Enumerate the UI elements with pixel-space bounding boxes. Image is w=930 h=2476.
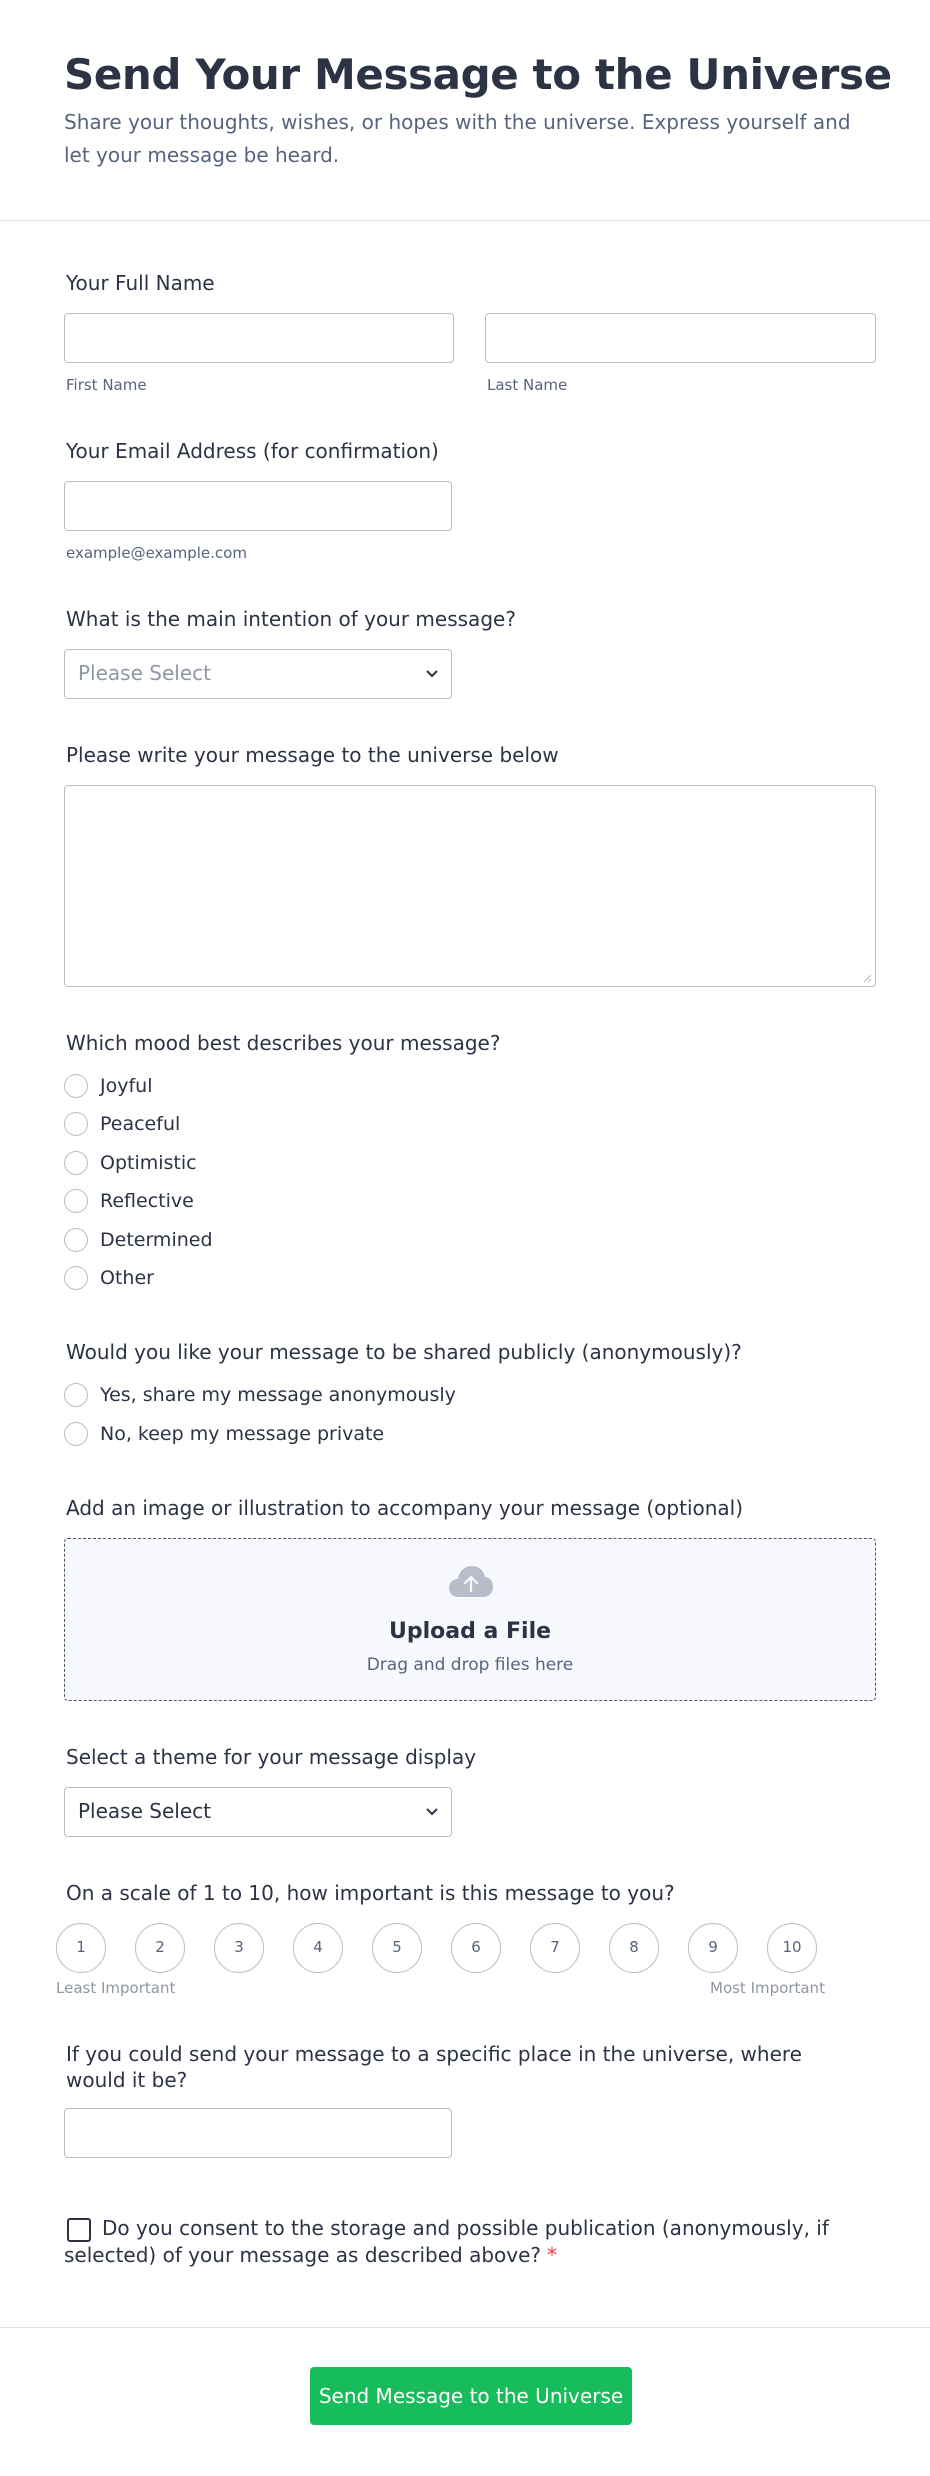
- share-option-no[interactable]: [64, 1421, 384, 1447]
- scale-option-3[interactable]: 3: [214, 1923, 264, 1973]
- mood-option-reflective[interactable]: [64, 1188, 194, 1214]
- upload-subtitle: Drag and drop files here: [366, 1655, 574, 1675]
- consent-label: [64, 2215, 844, 2269]
- scale-option-9[interactable]: 9: [688, 1923, 738, 1973]
- scale-option-4[interactable]: 4: [293, 1923, 343, 1973]
- intention-label: What is the main intention of your message?: [66, 607, 516, 631]
- email-input[interactable]: [64, 481, 452, 531]
- radio-button[interactable]: [64, 1383, 88, 1407]
- email-sublabel: example@example.com: [66, 544, 247, 562]
- mood-option-optimistic[interactable]: [64, 1150, 197, 1176]
- share-option-label: No, keep my message private: [100, 1423, 385, 1445]
- last-name-input[interactable]: [485, 313, 876, 363]
- scale-option-2[interactable]: 2: [135, 1923, 185, 1973]
- intention-select-value: Please Select: [78, 661, 211, 685]
- place-input[interactable]: [64, 2108, 452, 2158]
- scale-option-5[interactable]: 5: [372, 1923, 422, 1973]
- mood-option-label: Other: [100, 1267, 154, 1289]
- scale-option-1[interactable]: 1: [56, 1923, 106, 1973]
- mood-option-label: Reflective: [100, 1190, 194, 1212]
- scale-max-label: Most Important: [710, 1979, 825, 1997]
- mood-label: Which mood best describes your message?: [66, 1031, 501, 1055]
- importance-label: On a scale of 1 to 10, how important is this message to you?: [66, 1881, 675, 1905]
- place-label: If you could send your message to a specific place in the universe, where would it be?: [66, 2042, 802, 2092]
- theme-label: Select a theme for your message display: [66, 1745, 477, 1769]
- radio-button[interactable]: [64, 1266, 88, 1290]
- message-label: Please write your message to the universe below: [66, 743, 559, 767]
- form-header: [0, 0, 930, 221]
- mood-option-peaceful[interactable]: [64, 1111, 180, 1137]
- chevron-down-icon: [425, 1804, 439, 1818]
- file-upload-dropzone[interactable]: [64, 1538, 876, 1701]
- scale-option-8[interactable]: 8: [609, 1923, 659, 1973]
- upload-title: Upload a File: [388, 1619, 552, 1644]
- last-name-sublabel: Last Name: [487, 376, 568, 394]
- full-name-label: Your Full Name: [66, 271, 215, 295]
- share-label: Would you like your message to be shared publicly (anonymously)?: [66, 1340, 742, 1364]
- scale-option-10[interactable]: 10: [767, 1923, 817, 1973]
- upload-label: Add an image or illustration to accompany your message (optional): [66, 1496, 744, 1520]
- mood-option-label: Peaceful: [100, 1113, 181, 1135]
- radio-button[interactable]: [64, 1422, 88, 1446]
- first-name-input[interactable]: [64, 313, 454, 363]
- share-option-label: Yes, share my message anonymously: [100, 1384, 456, 1406]
- radio-button[interactable]: [64, 1189, 88, 1213]
- mood-option-other[interactable]: [64, 1265, 154, 1291]
- resize-grip-icon[interactable]: [862, 973, 872, 983]
- intention-select[interactable]: [64, 649, 452, 699]
- mood-option-label: Determined: [100, 1229, 213, 1251]
- footer-divider: [0, 2327, 930, 2328]
- radio-button[interactable]: [64, 1228, 88, 1252]
- theme-select-value: Please Select: [78, 1799, 211, 1823]
- email-label: Your Email Address (for confirmation): [66, 439, 439, 463]
- mood-option-label: Optimistic: [100, 1152, 197, 1174]
- mood-option-label: Joyful: [100, 1075, 153, 1097]
- radio-button[interactable]: [64, 1074, 88, 1098]
- submit-button[interactable]: Send Message to the Universe: [310, 2367, 632, 2425]
- theme-select[interactable]: [64, 1787, 452, 1837]
- message-textarea[interactable]: [64, 785, 876, 987]
- scale-min-label: Least Important: [56, 1979, 176, 1997]
- share-option-yes[interactable]: [64, 1382, 456, 1408]
- radio-button[interactable]: [64, 1112, 88, 1136]
- scale-option-7[interactable]: 7: [530, 1923, 580, 1973]
- form-title: Send Your Message to the Universe: [64, 50, 892, 99]
- required-mark: *: [547, 2243, 558, 2267]
- mood-option-joyful[interactable]: [64, 1073, 152, 1099]
- consent-text: Do you consent to the storage and possible publication (anonymously, if selected) of your message as described above?: [64, 2216, 829, 2267]
- radio-button[interactable]: [64, 1151, 88, 1175]
- cloud-upload-icon: [447, 1563, 495, 1599]
- chevron-down-icon: [425, 666, 439, 680]
- form-description: Share your thoughts, wishes, or hopes with the universe. Express yourself and let your message be heard.: [64, 110, 851, 167]
- mood-option-determined[interactable]: [64, 1227, 213, 1253]
- first-name-sublabel: First Name: [66, 376, 147, 394]
- scale-option-6[interactable]: 6: [451, 1923, 501, 1973]
